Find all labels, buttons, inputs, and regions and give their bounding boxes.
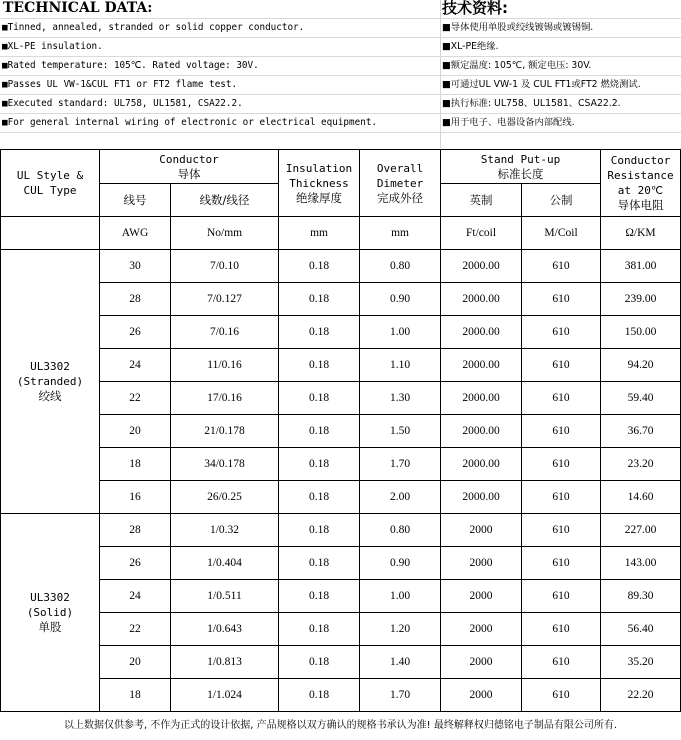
header-text: Dimeter [376, 176, 424, 190]
unit-strands: No/mm [171, 217, 279, 250]
resistance-cell: 23.20 [601, 448, 681, 481]
gauge-cell: 18 [100, 448, 171, 481]
resistance-cell: 56.40 [601, 613, 681, 646]
imperial-cell: 2000 [441, 679, 522, 712]
overall-cell: 1.20 [360, 613, 441, 646]
metric-cell: 610 [522, 448, 601, 481]
overall-cell: 2.00 [360, 481, 441, 514]
imperial-cell: 2000 [441, 580, 522, 613]
group-label-line: (Stranded) [16, 375, 84, 388]
group-label-line: UL3302 [30, 591, 70, 604]
header-imperial: 英制 [441, 184, 522, 217]
header-style-type [1, 150, 100, 217]
header-text: Thickness [289, 176, 349, 190]
imperial-cell: 2000.00 [441, 250, 522, 283]
spec-line-cn: ■用于电子、电器设备内部配线. [442, 117, 575, 128]
table-row [1, 679, 681, 712]
resistance-cell: 59.40 [601, 382, 681, 415]
header-text: 绝缘厚度 [296, 190, 343, 205]
metric-cell: 610 [522, 514, 601, 547]
gauge-cell: 30 [100, 250, 171, 283]
imperial-cell: 2000.00 [441, 283, 522, 316]
overall-cell: 1.70 [360, 448, 441, 481]
gauge-cell: 24 [100, 349, 171, 382]
group-label-line: (Solid) [26, 606, 74, 619]
resistance-cell: 381.00 [601, 250, 681, 283]
header-text: Insulation [285, 161, 353, 175]
header-text: UL Style & [16, 169, 84, 182]
header-metric: 公制 [522, 184, 601, 217]
resistance-cell: 239.00 [601, 283, 681, 316]
gauge-cell: 28 [100, 514, 171, 547]
overall-cell: 1.10 [360, 349, 441, 382]
gauge-cell: 16 [100, 481, 171, 514]
strands-cell: 21/0.178 [171, 415, 279, 448]
header-text: at 20℃ [617, 184, 664, 197]
overall-cell: 1.40 [360, 646, 441, 679]
metric-cell: 610 [522, 349, 601, 382]
table-row [1, 514, 681, 547]
column-divider [440, 0, 441, 148]
strands-cell: 7/0.16 [171, 316, 279, 349]
strands-cell: 1/0.643 [171, 613, 279, 646]
technical-data-title-cn: 技术资料: [442, 0, 508, 17]
strands-cell: 1/1.024 [171, 679, 279, 712]
metric-cell: 610 [522, 547, 601, 580]
gauge-cell: 26 [100, 547, 171, 580]
metric-cell: 610 [522, 250, 601, 283]
header-standard-putup [441, 150, 601, 184]
strands-cell: 26/0.25 [171, 481, 279, 514]
insulation-cell: 0.18 [279, 481, 360, 514]
resistance-cell: 14.60 [601, 481, 681, 514]
unit-gauge: AWG [100, 217, 171, 250]
header-insulation [279, 150, 360, 217]
gauge-cell: 24 [100, 580, 171, 613]
overall-cell: 1.30 [360, 382, 441, 415]
header-text: 标准长度 [497, 166, 544, 181]
table-row [1, 481, 681, 514]
gauge-cell: 20 [100, 646, 171, 679]
resistance-cell: 143.00 [601, 547, 681, 580]
technical-data-section [0, 0, 681, 148]
resistance-cell: 94.20 [601, 349, 681, 382]
header-text: 完成外径 [377, 190, 424, 205]
insulation-cell: 0.18 [279, 316, 360, 349]
metric-cell: 610 [522, 316, 601, 349]
table-row [1, 250, 681, 283]
table-row [1, 382, 681, 415]
metric-cell: 610 [522, 481, 601, 514]
spec-line-en: ■Tinned, annealed, stranded or solid copper conductor. [2, 22, 305, 33]
spec-line-en: ■Executed standard: UL758, UL1581, CSA22.2. [2, 98, 243, 109]
table-row [1, 646, 681, 679]
overall-cell: 0.80 [360, 250, 441, 283]
imperial-cell: 2000.00 [441, 448, 522, 481]
strands-cell: 17/0.16 [171, 382, 279, 415]
header-text: Resistance [607, 169, 674, 182]
table-row [1, 349, 681, 382]
imperial-cell: 2000 [441, 514, 522, 547]
metric-cell: 610 [522, 679, 601, 712]
group-label [1, 250, 100, 514]
insulation-cell: 0.18 [279, 349, 360, 382]
header-text: Stand Put-up [480, 152, 561, 166]
overall-cell: 0.90 [360, 283, 441, 316]
insulation-cell: 0.18 [279, 580, 360, 613]
table-row [1, 415, 681, 448]
strands-cell: 34/0.178 [171, 448, 279, 481]
strands-cell: 11/0.16 [171, 349, 279, 382]
overall-cell: 0.90 [360, 547, 441, 580]
imperial-cell: 2000.00 [441, 382, 522, 415]
spec-line-cn: ■导体使用单股或绞线镀锡或镀锡铜. [442, 22, 594, 33]
table-row [1, 547, 681, 580]
unit-imperial: Ft/coil [441, 217, 522, 250]
group-label-line: UL3302 [30, 360, 70, 373]
technical-data-title-en: TECHNICAL DATA: [3, 0, 153, 16]
insulation-cell: 0.18 [279, 613, 360, 646]
strands-cell: 1/0.32 [171, 514, 279, 547]
imperial-cell: 2000.00 [441, 316, 522, 349]
strands-cell: 1/0.404 [171, 547, 279, 580]
spec-line-cn: ■执行标准: UL758、UL1581、CSA22.2. [442, 98, 621, 109]
header-text: 导体电阻 [617, 198, 664, 212]
imperial-cell: 2000 [441, 547, 522, 580]
group-label-line: 绞线 [38, 389, 62, 403]
insulation-cell: 0.18 [279, 283, 360, 316]
insulation-cell: 0.18 [279, 514, 360, 547]
metric-cell: 610 [522, 580, 601, 613]
resistance-cell: 22.20 [601, 679, 681, 712]
unit-overall: mm [360, 217, 441, 250]
insulation-cell: 0.18 [279, 547, 360, 580]
strands-cell: 7/0.10 [171, 250, 279, 283]
spec-line-cn: ■额定温度: 105℃, 额定电压: 30V. [442, 60, 592, 71]
insulation-cell: 0.18 [279, 679, 360, 712]
header-resistance [601, 150, 681, 217]
imperial-cell: 2000.00 [441, 349, 522, 382]
header-overall [360, 150, 441, 217]
resistance-cell: 89.30 [601, 580, 681, 613]
header-text: Conductor [159, 152, 219, 166]
metric-cell: 610 [522, 283, 601, 316]
gauge-cell: 26 [100, 316, 171, 349]
gauge-cell: 28 [100, 283, 171, 316]
insulation-cell: 0.18 [279, 448, 360, 481]
metric-cell: 610 [522, 382, 601, 415]
units-blank [1, 217, 100, 250]
spec-table [0, 149, 681, 712]
unit-metric: M/Coil [522, 217, 601, 250]
unit-resistance: Ω/KM [601, 217, 681, 250]
header-text: Conductor [610, 154, 671, 167]
metric-cell: 610 [522, 613, 601, 646]
strands-cell: 7/0.127 [171, 283, 279, 316]
spec-line-en: ■Passes UL VW-1&CUL FT1 or FT2 flame test. [2, 79, 238, 90]
resistance-cell: 35.20 [601, 646, 681, 679]
spec-line-cn: ■XL-PE绝缘. [442, 41, 499, 52]
resistance-cell: 227.00 [601, 514, 681, 547]
row-divider [0, 132, 681, 133]
metric-cell: 610 [522, 646, 601, 679]
spec-line-en: ■XL-PE insulation. [2, 41, 103, 52]
insulation-cell: 0.18 [279, 415, 360, 448]
table-row [1, 613, 681, 646]
spec-line-en: ■Rated temperature: 105℃. Rated voltage: 30V. [2, 60, 259, 71]
imperial-cell: 2000.00 [441, 415, 522, 448]
overall-cell: 1.50 [360, 415, 441, 448]
gauge-cell: 18 [100, 679, 171, 712]
header-text: Overall [376, 161, 424, 175]
overall-cell: 1.00 [360, 316, 441, 349]
header-strands: 线数/线径 [171, 184, 279, 217]
spec-line-en: ■For general internal wiring of electronic or electrical equipment. [2, 117, 378, 128]
resistance-cell: 36.70 [601, 415, 681, 448]
overall-cell: 1.70 [360, 679, 441, 712]
header-text: CUL Type [23, 184, 77, 197]
overall-cell: 0.80 [360, 514, 441, 547]
imperial-cell: 2000 [441, 646, 522, 679]
imperial-cell: 2000.00 [441, 481, 522, 514]
table-row [1, 448, 681, 481]
insulation-cell: 0.18 [279, 646, 360, 679]
spec-line-cn: ■可通过UL VW-1 及 CUL FT1或FT2 燃烧测试. [442, 79, 641, 90]
header-text: 导体 [177, 166, 201, 181]
group-label-line: 单股 [38, 620, 62, 634]
table-row [1, 316, 681, 349]
insulation-cell: 0.18 [279, 382, 360, 415]
header-conductor [100, 150, 279, 184]
imperial-cell: 2000 [441, 613, 522, 646]
overall-cell: 1.00 [360, 580, 441, 613]
resistance-cell: 150.00 [601, 316, 681, 349]
table-row [1, 580, 681, 613]
gauge-cell: 20 [100, 415, 171, 448]
gauge-cell: 22 [100, 382, 171, 415]
strands-cell: 1/0.511 [171, 580, 279, 613]
header-gauge: 线号 [100, 184, 171, 217]
unit-insulation: mm [279, 217, 360, 250]
table-row [1, 283, 681, 316]
group-label [1, 514, 100, 712]
gauge-cell: 22 [100, 613, 171, 646]
metric-cell: 610 [522, 415, 601, 448]
strands-cell: 1/0.813 [171, 646, 279, 679]
insulation-cell: 0.18 [279, 250, 360, 283]
footer-disclaimer: 以上数据仅供参考, 不作为正式的设计依据, 产品规格以双方确认的规格书承认为准! 最终解释权归德铭电子制品有限公司所有. [63, 720, 618, 731]
